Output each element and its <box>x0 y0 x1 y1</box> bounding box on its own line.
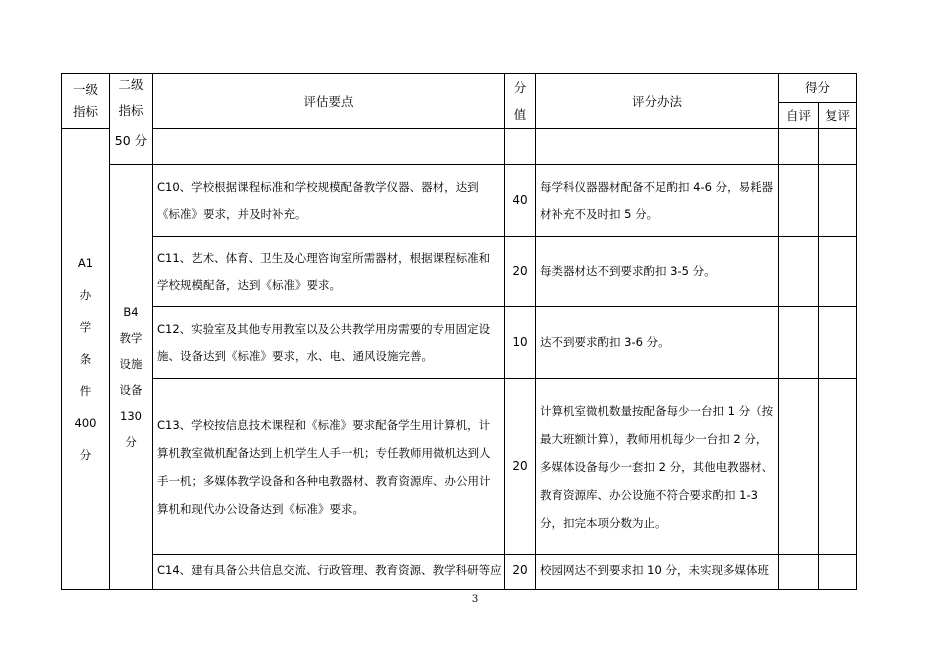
header-self-eval: 自评 <box>779 102 819 128</box>
empty-cell <box>153 129 505 165</box>
level2-b4-cell <box>110 165 153 590</box>
header-level1-line: 指标 <box>72 104 98 119</box>
level1-a1-cell <box>62 129 110 590</box>
header-points: 评估要点 <box>153 74 505 129</box>
header-level2-line: 二级 <box>118 77 144 92</box>
header-defen: 得分 <box>779 74 857 103</box>
a1-line: A1 <box>77 256 94 270</box>
a1-line: 件 <box>79 384 92 398</box>
a1-line: 办 <box>79 288 92 302</box>
header-level2-line: 指标 <box>118 103 144 118</box>
self-eval-cell <box>779 307 819 379</box>
header-level2-line: 50 分 <box>114 133 148 148</box>
header-re-eval: 复评 <box>819 102 857 128</box>
b4-line: 130 分 <box>120 409 142 449</box>
re-eval-cell <box>819 165 857 237</box>
re-eval-cell <box>819 379 857 555</box>
row-method: 每学科仪器器材配备不足酌扣 4-6 分，易耗器材补充不及时扣 5 分。 <box>536 165 779 237</box>
row-method: 每类器材达不到要求酌扣 3-5 分。 <box>536 237 779 307</box>
a1-line: 分 <box>79 448 92 462</box>
row-points: C11、艺术、体育、卫生及心理咨询室所需器材，根据课程标准和学校规模配备，达到《标准》要求。 <box>153 237 505 307</box>
row-method: 校园网达不到要求扣 10 分，未实现多媒体班 <box>536 555 779 590</box>
evaluation-table <box>61 73 857 590</box>
re-eval-cell <box>819 237 857 307</box>
self-eval-cell <box>779 379 819 555</box>
re-eval-cell <box>819 555 857 590</box>
page-number: 3 <box>471 594 479 605</box>
row-score: 20 <box>505 555 536 590</box>
re-eval-cell <box>819 307 857 379</box>
row-points: C13、学校按信息技术课程和《标准》要求配备学生用计算机，计算机教室微机配备达到上机学生人手一机；专任教师用微机达到人手一机；多媒体教学设备和各种电教器材、教育资源库、办公用计算机和现代办公设备达到《标准》要求。 <box>153 379 505 555</box>
empty-cell <box>505 129 536 165</box>
row-method: 计算机室微机数量按配备每少一台扣 1 分（按最大班额计算），教师用机每少一台扣 2 分，多媒体设备每少一套扣 2 分，其他电教器材、教育资源库、办公设施不符合要求酌扣 1-3 分，扣完本项分数为止。 <box>536 379 779 555</box>
row-points: C14、建有具备公共信息交流、行政管理、教育资源、教学科研等应 <box>153 555 505 590</box>
b4-line: 设施 <box>119 357 143 371</box>
b4-line: 教学 <box>119 331 143 345</box>
row-points: C10、学校根据课程标准和学校规模配备教学仪器、器材，达到《标准》要求，并及时补充。 <box>153 165 505 237</box>
empty-cell <box>819 129 857 165</box>
header-score: 分值 <box>505 74 536 129</box>
header-method: 评分办法 <box>536 74 779 129</box>
row-score: 10 <box>505 307 536 379</box>
row-score: 40 <box>505 165 536 237</box>
self-eval-cell <box>779 165 819 237</box>
a1-line: 400 <box>74 416 97 430</box>
row-points: C12、实验室及其他专用教室以及公共教学用房需要的专用固定设施、设备达到《标准》要求，水、电、通风设施完善。 <box>153 307 505 379</box>
header-level2 <box>110 74 153 165</box>
row-score: 20 <box>505 237 536 307</box>
self-eval-cell <box>779 237 819 307</box>
header-level1 <box>62 74 110 129</box>
empty-cell <box>536 129 779 165</box>
a1-line: 学 <box>79 320 92 334</box>
row-score: 20 <box>505 379 536 555</box>
row-method: 达不到要求酌扣 3-6 分。 <box>536 307 779 379</box>
b4-line: B4 <box>123 305 139 319</box>
b4-line: 设备 <box>119 383 143 397</box>
header-level1-line: 一级 <box>72 82 98 97</box>
a1-line: 条 <box>79 352 92 366</box>
self-eval-cell <box>779 555 819 590</box>
empty-cell <box>779 129 819 165</box>
